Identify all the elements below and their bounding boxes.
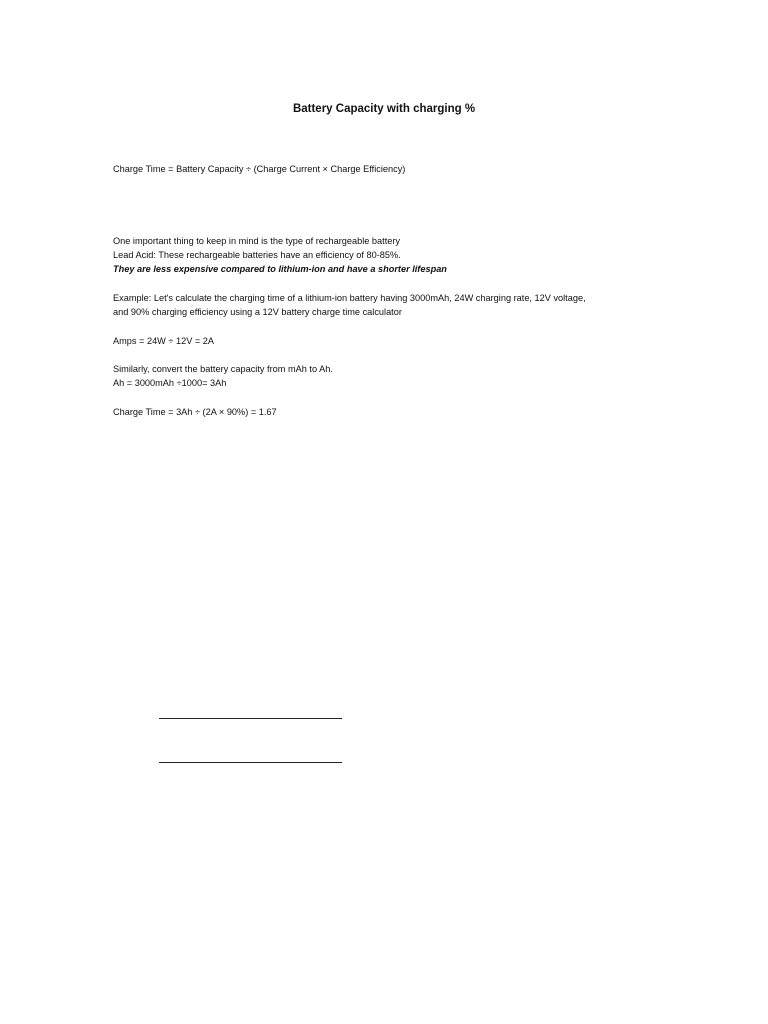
signature-line-2 xyxy=(159,762,342,763)
signature-line-1 xyxy=(159,718,342,719)
charge-time-result: Charge Time = 3Ah ÷ (2A × 90%) = 1.67 xyxy=(113,407,277,417)
convert-line-2: Ah = 3000mAh ÷1000= 3Ah xyxy=(113,378,227,388)
amps-calculation: Amps = 24W ÷ 12V = 2A xyxy=(113,336,215,346)
convert-line-1: Similarly, convert the battery capacity from mAh to Ah. xyxy=(113,364,333,374)
page-title: Battery Capacity with charging % xyxy=(292,103,476,115)
battery-type-intro: One important thing to keep in mind is the type of rechargeable battery xyxy=(113,236,401,246)
lead-acid-note: They are less expensive compared to lithium-ion and have a shorter lifespan xyxy=(113,264,447,274)
lead-acid-text: Lead Acid: These rechargeable batteries have an efficiency of 80-85%. xyxy=(113,250,401,260)
formula-text: Charge Time = Battery Capacity ÷ (Charge Current × Charge Efficiency) xyxy=(113,164,406,174)
example-line-1: Example: Let's calculate the charging time of a lithium-ion battery having 3000mAh, 24W charging rate, 12V voltage, xyxy=(113,293,586,303)
example-line-2: and 90% charging efficiency using a 12V battery charge time calculator xyxy=(113,307,402,317)
